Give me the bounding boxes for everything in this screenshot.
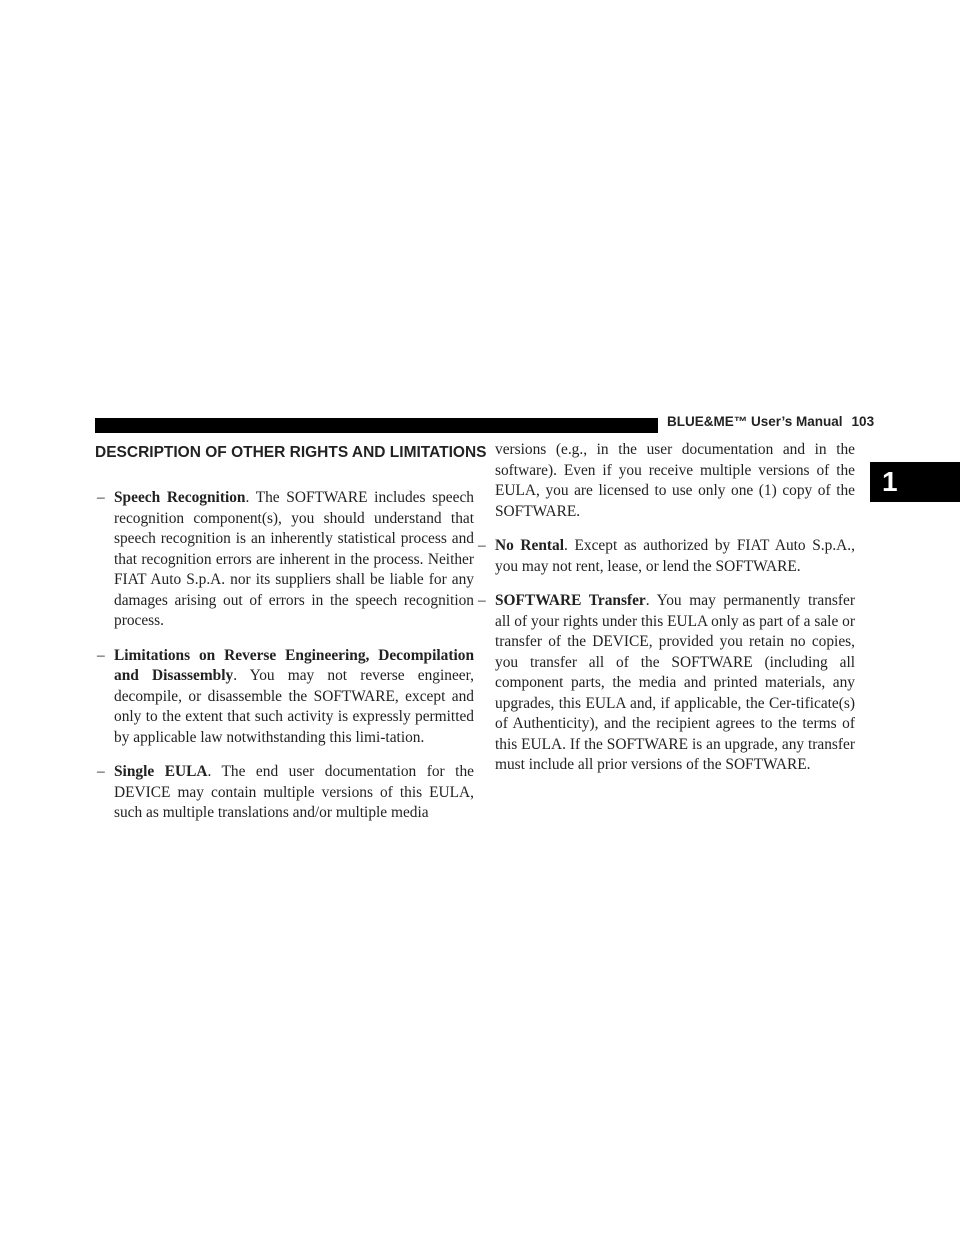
dash-bullet: – [478,592,486,609]
item-term: Speech Recognition [114,489,246,506]
right-column [478,440,855,790]
page-number: 103 [851,414,875,429]
item-term: Single EULA [114,763,208,780]
section-heading: DESCRIPTION OF OTHER RIGHTS AND LIMITATIONS [95,444,487,461]
dash-bullet: – [97,763,105,780]
list-item-reverse-engineering [97,646,474,749]
single-eula-continuation: versions (e.g., in the user documentation and in the software). Even if you receive multiple versions of the EULA, you are licensed to use only one (1) copy of the SOFTWARE. [495,441,855,520]
dash-bullet: – [478,537,486,554]
dash-bullet: – [97,646,105,664]
item-term: No Rental [495,537,565,554]
list-item-software-transfer [478,591,855,776]
left-column [97,488,474,838]
item-term: SOFTWARE Transfer [495,592,646,609]
running-header [667,414,874,429]
item-term: Limitations on Reverse Engineering, Decompilation and Disassembly [114,646,474,684]
item-text: . The end user documentation for the DEVICE may contain multiple versions of this EULA, such as multiple translations and/or multiple media [114,763,474,821]
item-text: . You may not reverse engineer, decompile, or disassemble the SOFTWARE, except and only to the extent that such activity is expressly permitted by applicable law notwithstanding this limi-tation. [114,667,474,746]
list-item-speech-recognition [97,488,474,632]
item-text: . The SOFTWARE includes speech recognition component(s), you should understand that speech recognition is an inherently statistical process and that recognition errors are inherent in the process. Neither FIAT Auto S.p.A. nor its suppliers shall be liable for any damages arising out of errors in the speech recognition process. [114,489,474,629]
manual-title: BLUE&ME™ User’s Manual [667,414,843,429]
dash-bullet: – [97,489,105,506]
list-item-no-rental [478,536,855,577]
header-rule [95,418,658,433]
list-item-single-eula [97,762,474,824]
chapter-tab [870,462,960,502]
item-text: . Except as authorized by FIAT Auto S.p.A., you may not rent, lease, or lend the SOFTWARE. [495,537,855,575]
item-text: . You may permanently transfer all of your rights under this EULA only as part of a sale or transfer of the DEVICE, provided you retain no copies, you transfer all of the SOFTWARE (including all component parts, the media and printed materials, any upgrades, this EULA and, if applicable, the Cer-tificate(s) of Authenticity), and the recipient agrees to the terms of this EULA. If the SOFTWARE is an upgrade, any transfer must include all prior versions of the SOFTWARE. [495,592,855,773]
chapter-number: 1 [882,466,898,497]
